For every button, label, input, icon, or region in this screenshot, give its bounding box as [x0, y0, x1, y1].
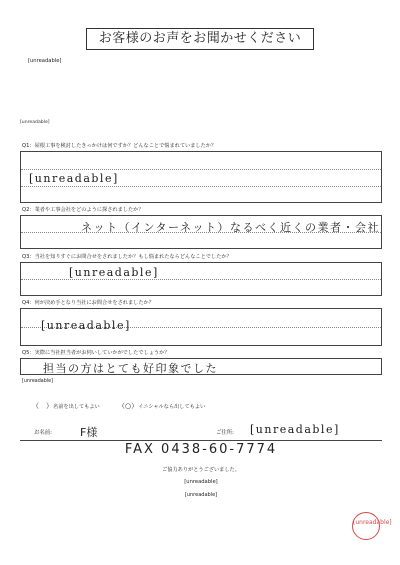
permission-option-name[interactable]: [32, 402, 100, 412]
question-5-answer-box: [20, 358, 382, 375]
name-value: F様: [80, 426, 98, 439]
question-5-answer: 担当の方はとても好印象でした: [43, 362, 218, 375]
question-5-label: Q5：実際に当社担当者がお伺いしていかがでしたでしょうか？: [22, 350, 170, 356]
rule-line: [21, 169, 381, 170]
page-title: お客様のお声をお聞かせください: [86, 28, 314, 50]
option-name-label: 名前を出してもよい: [53, 404, 100, 410]
option-initial-checkbox[interactable]: （○）: [118, 402, 139, 410]
question-1-answer-box: [20, 151, 382, 203]
intro-text: [unreadable]: [28, 58, 62, 64]
rule-line: [21, 279, 381, 280]
customer-info-row: [20, 423, 382, 441]
question-4-answer-box: [20, 308, 382, 346]
option-name-checkbox[interactable]: （ ）: [32, 402, 53, 410]
cashback-note: [unreadable]: [20, 120, 50, 125]
question-2-answer-box: [20, 215, 382, 249]
address-label: ご住所:: [216, 430, 234, 436]
question-4-answer: [unreadable]: [41, 319, 131, 332]
rule-line: [21, 186, 381, 187]
privacy-note: [unreadable]: [184, 492, 218, 498]
question-3-answer: [unreadable]: [69, 266, 159, 279]
question-1-label: Q1：屋根工事を検討したきっかけは何ですか？どんなことで悩まれていましたか？: [22, 143, 217, 149]
question-2-answer: ネット（インターネット）なるべく近くの業者・会社: [81, 221, 381, 234]
question-1-answer: [unreadable]: [29, 172, 119, 185]
name-label: お名前:: [34, 430, 52, 436]
permission-option-initial[interactable]: [118, 402, 205, 412]
option-initial-label: イニシャルなら出してもよい: [138, 404, 206, 410]
question-3-answer-box: [20, 262, 382, 296]
question-3-label: Q3：当社を知りすぐにお問合せをされましたか？もし悩まれたならどんなことでしたか？: [22, 254, 232, 260]
thanks-text: ご協力ありがとうございました。: [162, 467, 240, 473]
publication-permission-text: [unreadable]: [22, 379, 53, 384]
question-2-label: Q2：業者や工事会社をどのように探されましたか？: [22, 207, 144, 213]
seal-stamp: [unreadable]: [352, 512, 380, 540]
fax-number: FAX 0438-60-7774: [124, 442, 278, 457]
question-4-label: Q4：何が決め手となり当社にお問合せをされましたか？: [22, 300, 154, 306]
address-value: [unreadable]: [250, 423, 340, 436]
company-info: [unreadable]: [184, 479, 218, 485]
